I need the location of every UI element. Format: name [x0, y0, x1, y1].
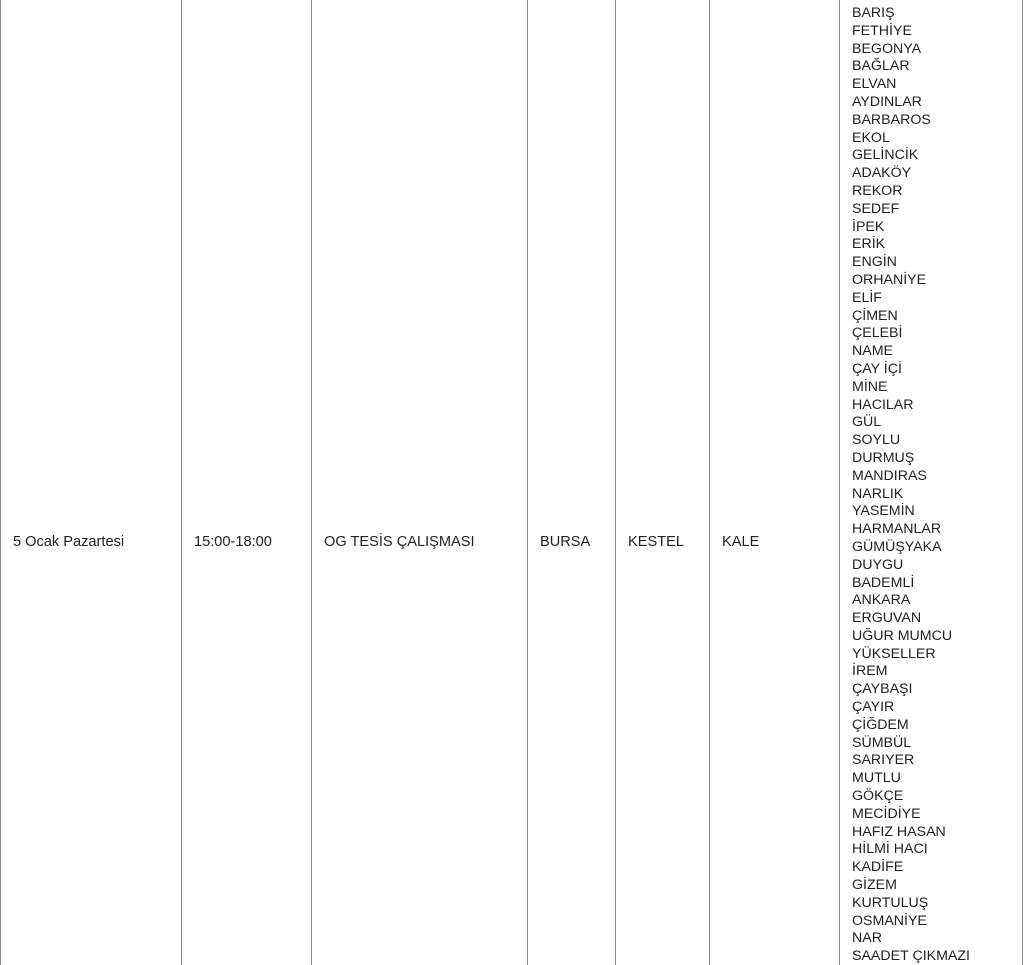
district-cell: KESTEL — [616, 0, 710, 965]
table-row — [1, 0, 1023, 965]
list-item: SAADET ÇIKMAZI — [852, 948, 970, 965]
list-item: NAR — [852, 930, 882, 947]
list-item: REKOR — [852, 182, 903, 199]
list-item: YASEMİN — [852, 503, 915, 520]
list-item: İPEK — [852, 218, 885, 235]
list-item: ÇAY İÇİ — [852, 360, 902, 377]
list-item: AYDINLAR — [852, 93, 922, 110]
area-cell: KALE — [710, 0, 840, 965]
list-item: MİNE — [852, 378, 888, 395]
list-item: ELVAN — [852, 76, 897, 93]
list-item: ENGİN — [852, 254, 897, 271]
list-item: BEGONYA — [852, 40, 922, 57]
list-item: ÇELEBİ — [852, 325, 903, 342]
list-item: ORHANİYE — [852, 271, 927, 288]
list-item: ÇAYBAŞI — [852, 681, 913, 698]
list-item: ÇİMEN — [852, 307, 898, 324]
list-item: SEDEF — [852, 200, 900, 217]
list-item: ERİK — [852, 236, 886, 253]
work-type-cell: OG TESİS ÇALIŞMASI — [312, 0, 528, 965]
list-item: HARMANLAR — [852, 521, 942, 538]
list-item: YÜKSELLER — [852, 645, 936, 662]
list-item: ANKARA — [852, 592, 911, 609]
list-item: BAĞLAR — [852, 58, 910, 75]
list-item: KADİFE — [852, 859, 904, 876]
list-item: MANDIRAS — [852, 467, 927, 484]
time-cell: 15:00-18:00 — [182, 0, 312, 965]
list-item: BADEMLİ — [852, 574, 915, 591]
list-item: SARIYER — [852, 752, 915, 769]
list-item: BARIŞ — [852, 5, 895, 21]
date-cell: 5 Ocak Pazartesi — [1, 0, 182, 965]
list-item: UĞUR MUMCU — [852, 627, 953, 644]
list-item: GÜL — [852, 414, 882, 431]
list-item: SOYLU — [852, 432, 901, 449]
list-item: DURMUŞ — [852, 449, 915, 466]
list-item: ÇAYIR — [852, 699, 895, 716]
list-item: HİLMİ HACI — [852, 841, 928, 858]
province-cell: BURSA — [528, 0, 616, 965]
list-item: FETHİYE — [852, 22, 912, 39]
neighborhood-list — [852, 5, 1010, 965]
list-item: MECİDİYE — [852, 805, 921, 822]
list-item: HAFIZ HASAN — [852, 823, 946, 840]
list-item: GİZEM — [852, 877, 897, 894]
list-item: DUYGU — [852, 556, 904, 573]
list-item: ADAKÖY — [852, 165, 912, 182]
list-item: GELİNCİK — [852, 147, 919, 164]
list-item: İREM — [852, 663, 888, 680]
list-item: ÇİĞDEM — [852, 716, 909, 733]
list-item: MUTLU — [852, 770, 901, 787]
list-item: BARBAROS — [852, 111, 931, 128]
list-item: OSMANİYE — [852, 912, 927, 929]
list-item: ELİF — [852, 289, 882, 306]
neighborhood-list-cell — [840, 0, 1023, 965]
list-item: KURTULUŞ — [852, 894, 929, 911]
list-item: GÜMÜŞYAKA — [852, 538, 942, 555]
list-item: ERGUVAN — [852, 610, 922, 627]
list-item: NARLIK — [852, 485, 904, 502]
list-item: NAME — [852, 343, 893, 360]
list-item: HACILAR — [852, 396, 914, 413]
list-item: SÜMBÜL — [852, 734, 912, 751]
list-item: EKOL — [852, 129, 890, 146]
list-item: GÖKÇE — [852, 788, 904, 805]
